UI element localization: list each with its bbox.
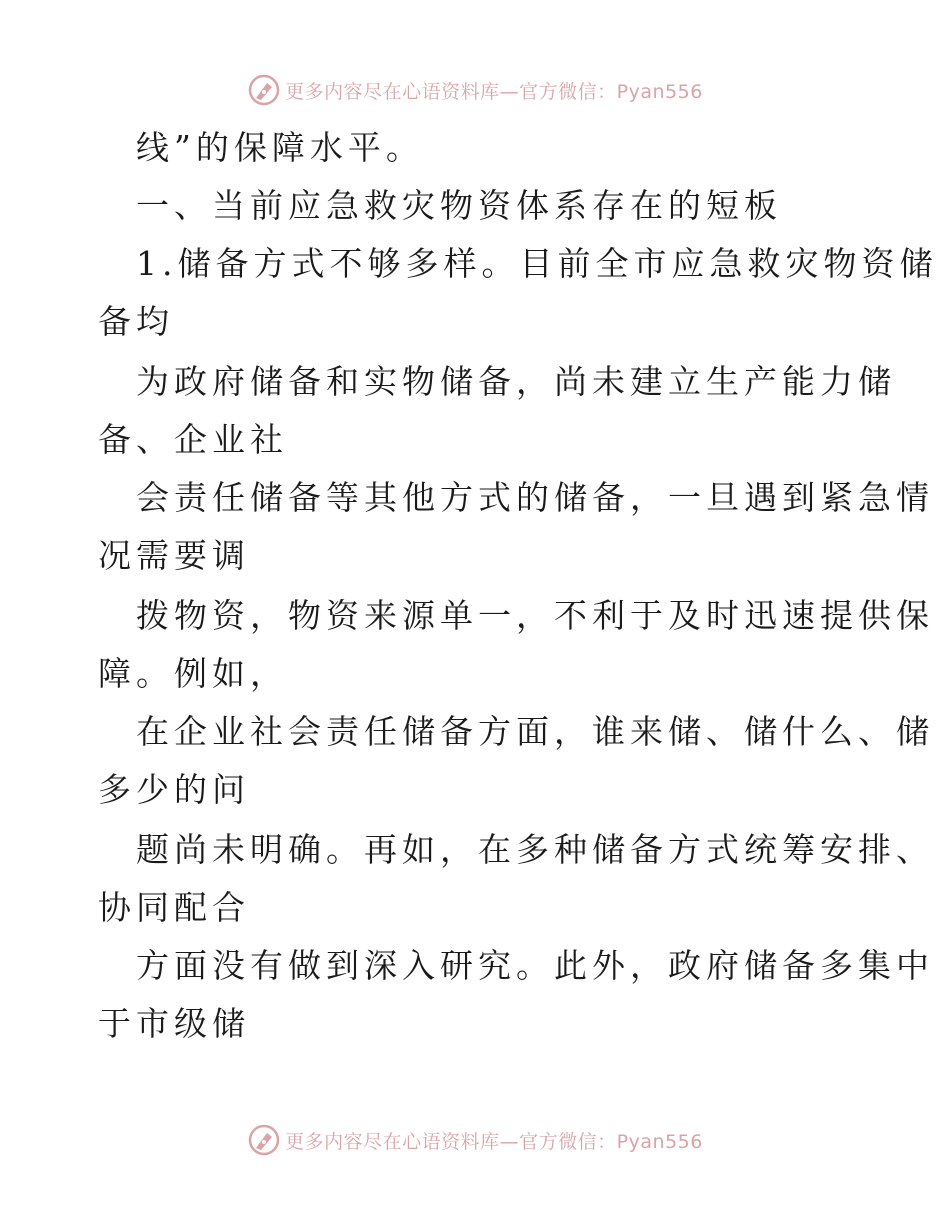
text-line: 线”的保障水平。 (136, 128, 424, 167)
text-line: 备均 (98, 302, 174, 341)
text-line: 协同配合 (98, 888, 250, 927)
pen-nib-logo-icon (247, 1123, 281, 1157)
text-line: 障。例如， (98, 654, 288, 693)
text-line: 拨物资，物资来源单一，不利于及时迅速提供保 (136, 596, 934, 635)
pen-nib-logo-icon (247, 73, 281, 107)
watermark-header (0, 70, 950, 110)
text-line: 1.储备方式不够多样。目前全市应急救灾物资储 (136, 244, 938, 283)
text-line: 况需要调 (98, 536, 250, 575)
text-line: 方面没有做到深入研究。此外，政府储备多集中 (136, 946, 934, 985)
text-line: 题尚未明确。再如，在多种储备方式统筹安排、 (136, 830, 934, 869)
watermark-text: 更多内容尽在心语资料库—官方微信：Pyan556 (285, 1130, 703, 1153)
text-line: 为政府储备和实物储备，尚未建立生产能力储 (136, 362, 896, 401)
text-line: 于市级储 (98, 1004, 250, 1043)
text-line: 备、企业社 (98, 420, 288, 459)
watermark-text: 更多内容尽在心语资料库—官方微信：Pyan556 (285, 80, 703, 103)
section-heading: 一、当前应急救灾物资体系存在的短板 (136, 186, 782, 225)
text-line: 在企业社会责任储备方面，谁来储、储什么、储 (136, 712, 934, 751)
text-line: 多少的问 (98, 770, 250, 809)
text-line: 会责任储备等其他方式的储备，一旦遇到紧急情 (136, 478, 934, 517)
watermark-footer (0, 1120, 950, 1160)
